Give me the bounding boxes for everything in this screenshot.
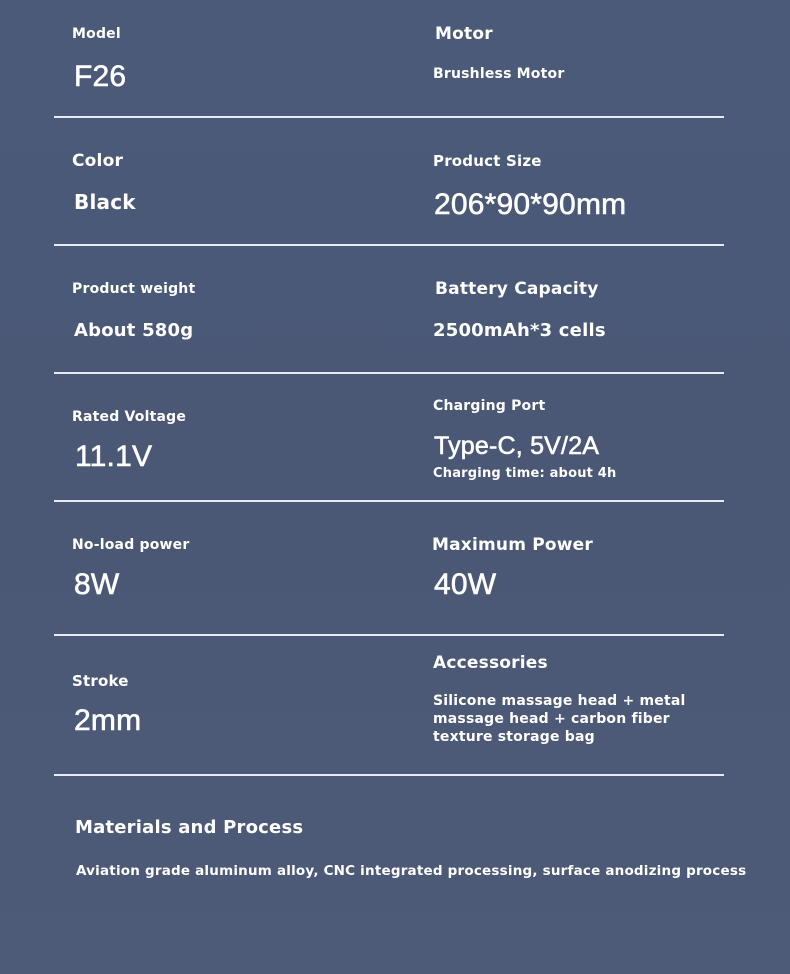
model-value: F26 <box>74 60 127 93</box>
stroke-label: Stroke <box>72 672 129 690</box>
no-load-power-label: No-load power <box>72 537 190 553</box>
charging-port-value: Type-C, 5V/2A <box>434 432 600 460</box>
materials-text: Aviation grade aluminum alloy, CNC integrated processing, surface anodizing process <box>76 863 747 879</box>
product-weight-label: Product weight <box>72 281 196 297</box>
product-size-label: Product Size <box>433 152 542 170</box>
charging-time-note: Charging time: about 4h <box>433 466 617 481</box>
model-label: Model <box>72 26 121 42</box>
divider <box>54 500 724 502</box>
rated-voltage-value: 11.1V <box>75 440 153 473</box>
maximum-power-value: 40W <box>434 568 497 601</box>
battery-capacity-value: 2500mAh*3 cells <box>433 320 606 341</box>
motor-value: Brushless Motor <box>433 66 565 82</box>
stroke-value: 2mm <box>74 704 142 737</box>
battery-capacity-label: Battery Capacity <box>435 279 599 299</box>
materials-title: Materials and Process <box>75 817 304 838</box>
maximum-power-label: Maximum Power <box>432 535 593 555</box>
divider <box>54 372 724 374</box>
color-label: Color <box>72 151 124 171</box>
divider <box>54 634 724 636</box>
product-weight-value: About 580g <box>74 320 194 341</box>
product-size-value: 206*90*90mm <box>434 188 627 221</box>
color-value: Black <box>74 190 136 214</box>
no-load-power-value: 8W <box>74 568 120 601</box>
divider <box>54 116 724 118</box>
charging-port-label: Charging Port <box>433 398 546 414</box>
motor-label: Motor <box>435 24 493 44</box>
accessories-value: Silicone massage head + metal massage head + carbon fiber texture storage bag <box>433 693 686 745</box>
rated-voltage-label: Rated Voltage <box>72 409 187 425</box>
divider <box>54 244 724 246</box>
accessories-label: Accessories <box>433 653 548 673</box>
divider <box>54 774 724 776</box>
